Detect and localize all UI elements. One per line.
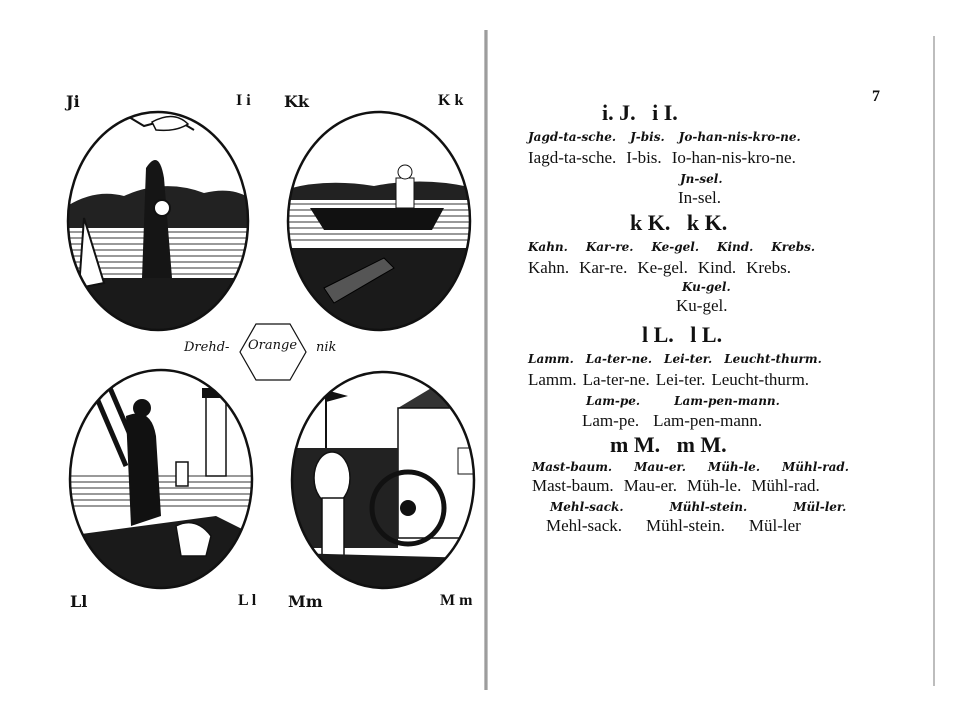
header-l-fraktur: l L. bbox=[642, 322, 674, 347]
word: Io-han-nis-kro-ne. bbox=[671, 148, 796, 167]
illustration-ibis bbox=[64, 108, 252, 334]
word: Kar-re. bbox=[585, 240, 634, 254]
word: Mast-baum. bbox=[532, 476, 614, 495]
header-i-fraktur: i. J. bbox=[602, 100, 636, 125]
section-header-m bbox=[610, 432, 727, 458]
annotation-center: Orange bbox=[248, 338, 298, 353]
header-k-fraktur: k K. bbox=[630, 210, 671, 235]
header-l-roman: l L. bbox=[690, 322, 723, 347]
word: Lamm. bbox=[528, 370, 577, 389]
illustration-lamplighter bbox=[66, 366, 256, 592]
word: Kind. bbox=[717, 240, 754, 254]
word: Mühl-rad. bbox=[751, 476, 820, 495]
section-header-l bbox=[642, 322, 722, 348]
word: Kahn. bbox=[528, 240, 568, 254]
section-m-row1-fraktur bbox=[532, 460, 849, 474]
illustration-mill bbox=[288, 368, 478, 592]
corner-label-k-fraktur: Kk bbox=[284, 92, 309, 111]
section-i-extra-fraktur: Jn-sel. bbox=[680, 172, 723, 186]
word: Lei-ter. bbox=[655, 370, 706, 389]
annotation-right: nik bbox=[316, 340, 337, 355]
word: Mühl-rad. bbox=[782, 460, 849, 474]
section-k-row1-fraktur bbox=[528, 240, 815, 254]
section-i-row1-roman bbox=[528, 148, 796, 168]
word: La-ter-ne. bbox=[585, 352, 653, 366]
word: Lam-pe. bbox=[582, 411, 640, 430]
section-k-row1-roman bbox=[528, 258, 791, 278]
word: Mast-baum. bbox=[532, 460, 613, 474]
illustration-boat bbox=[284, 108, 474, 334]
section-l-row1-fraktur bbox=[528, 352, 822, 366]
word: Lam-pen-mann. bbox=[653, 411, 763, 430]
word: Leucht-thurm. bbox=[711, 370, 810, 389]
word: Jagd-ta-sche. bbox=[528, 130, 617, 144]
section-m-row1-roman bbox=[532, 476, 820, 496]
section-i-extra-roman: In-sel. bbox=[678, 188, 721, 207]
corner-label-m-roman: M m bbox=[440, 592, 473, 609]
word: Mehl-sack. bbox=[550, 500, 624, 514]
word: Leucht-thurm. bbox=[724, 352, 822, 366]
corner-label-k-roman: K k bbox=[438, 92, 464, 109]
section-l-row2-fraktur bbox=[586, 394, 780, 408]
word: Kahn. bbox=[528, 258, 570, 277]
word: Lam-pen-mann. bbox=[674, 394, 780, 408]
word: Müh-le. bbox=[707, 460, 760, 474]
word: Lei-ter. bbox=[664, 352, 713, 366]
page-number: 7 bbox=[872, 88, 880, 105]
word: Iagd-ta-sche. bbox=[528, 148, 617, 167]
corner-label-i-roman: I i bbox=[236, 92, 251, 109]
word: J-bis. bbox=[630, 130, 665, 144]
section-i-row1-fraktur bbox=[528, 130, 801, 144]
corner-label-i-fraktur: Ji bbox=[66, 92, 80, 111]
word: Ke-gel. bbox=[651, 240, 700, 254]
word: Kind. bbox=[697, 258, 737, 277]
section-l-row1-roman bbox=[528, 370, 809, 390]
section-m-row2-fraktur bbox=[550, 500, 846, 514]
word: Lamm. bbox=[528, 352, 574, 366]
word: Krebs. bbox=[771, 240, 816, 254]
section-header-i bbox=[602, 100, 678, 126]
section-m-row2-roman bbox=[546, 516, 801, 536]
annotation-left: Drehd- bbox=[184, 340, 230, 355]
corner-label-l-fraktur: Ll bbox=[70, 592, 88, 611]
word: Müh-le. bbox=[687, 476, 742, 495]
word: I-bis. bbox=[626, 148, 662, 167]
header-m-roman: m M. bbox=[676, 432, 727, 457]
section-l-row2-roman bbox=[582, 411, 762, 431]
word: Ke-gel. bbox=[637, 258, 688, 277]
word: Mau-er. bbox=[634, 460, 686, 474]
word: Mühl-stein. bbox=[669, 500, 748, 514]
word: Mehl-sack. bbox=[546, 516, 623, 535]
word: Kar-re. bbox=[579, 258, 628, 277]
word: Krebs. bbox=[746, 258, 791, 277]
header-k-roman: k K. bbox=[686, 210, 728, 235]
word: Mül-ler bbox=[748, 516, 801, 535]
section-header-k bbox=[630, 210, 727, 236]
word: Mühl-stein. bbox=[646, 516, 725, 535]
word: Mül-ler. bbox=[793, 500, 847, 514]
header-m-fraktur: m M. bbox=[610, 432, 661, 457]
word: La-ter-ne. bbox=[582, 370, 650, 389]
section-k-extra-fraktur: Ku-gel. bbox=[682, 280, 731, 294]
corner-label-l-roman: L l bbox=[238, 592, 257, 609]
word: Lam-pe. bbox=[586, 394, 641, 408]
word: Mau-er. bbox=[623, 476, 678, 495]
word: Jo-han-nis-kro-ne. bbox=[678, 130, 801, 144]
section-k-extra-roman: Ku-gel. bbox=[676, 296, 728, 315]
corner-label-m-fraktur: Mm bbox=[288, 592, 323, 611]
right-page-text bbox=[492, 0, 960, 720]
header-i-roman: i I. bbox=[652, 100, 678, 125]
